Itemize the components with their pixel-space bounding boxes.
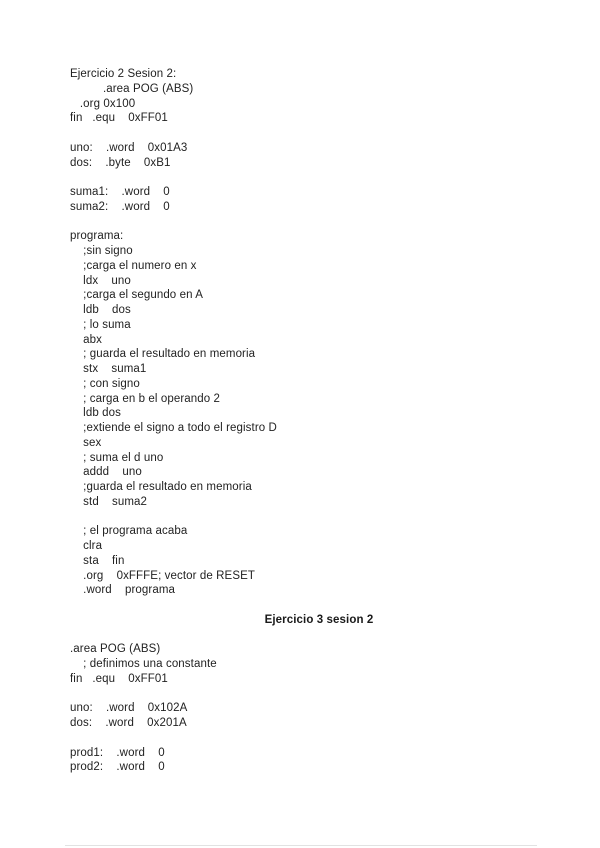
text-line: Ejercicio 2 Sesion 2: <box>70 68 177 80</box>
text-line: ;carga el numero en x <box>70 259 197 272</box>
blank-line <box>70 598 542 613</box>
blank-line <box>70 687 542 702</box>
text-line: clra <box>70 540 103 552</box>
text-line: .area POG (ABS) <box>70 643 161 656</box>
text-line: ;guarda el resultado en memoria <box>70 481 252 493</box>
text-line: prod2: .word 0 <box>70 761 165 774</box>
blank-line <box>70 510 542 525</box>
text-line: fin .equ 0xFF01 <box>70 672 168 685</box>
text-line: uno: .word 0x102A <box>70 702 188 715</box>
text-line: .area POG (ABS) <box>70 82 194 95</box>
text-line: sta fin <box>70 554 125 567</box>
text-line: ; con signo <box>70 377 140 390</box>
section-heading: Ejercicio 3 sesion 2 <box>264 613 374 626</box>
text-line: ldx uno <box>70 274 131 287</box>
text-line: prod1: .word 0 <box>70 746 165 759</box>
text-line: dos: .word 0x201A <box>70 717 187 729</box>
text-line: ;carga el segundo en A <box>70 289 204 302</box>
text-line: ;sin signo <box>70 245 133 257</box>
blank-line <box>70 215 542 230</box>
text-line: .org 0x100 <box>70 97 136 110</box>
text-line: ; carga en b el operando 2 <box>70 392 221 405</box>
text-line: sex <box>70 436 102 449</box>
blank-line <box>70 731 542 746</box>
text-line: stx suma1 <box>70 363 147 375</box>
text-line: programa: <box>70 230 124 243</box>
blank-line <box>70 126 542 141</box>
text-line: ;extiende el signo a todo el registro D <box>70 422 277 434</box>
text-line: std suma2 <box>70 495 148 508</box>
text-line: ; el programa acaba <box>70 525 188 538</box>
text-line: abx <box>70 333 103 346</box>
document-body <box>70 67 542 775</box>
text-line: ; definimos una constante <box>70 658 217 670</box>
text-line: suma2: .word 0 <box>70 200 170 213</box>
page-bottom-divider <box>65 845 537 846</box>
text-line: .org 0xFFFE; vector de RESET <box>70 569 255 582</box>
text-line: addd uno <box>70 466 142 479</box>
text-line: .word programa <box>70 584 175 597</box>
blank-line <box>70 170 542 185</box>
text-line: uno: .word 0x01A3 <box>70 141 188 154</box>
text-line: ; suma el d uno <box>70 451 164 464</box>
blank-line <box>70 628 542 643</box>
text-line: ldb dos <box>70 407 121 420</box>
text-line: ldb dos <box>70 304 131 316</box>
text-line: ; lo suma <box>70 318 131 331</box>
text-line: suma1: .word 0 <box>70 186 170 198</box>
text-line: ; guarda el resultado en memoria <box>70 348 256 361</box>
text-line: fin .equ 0xFF01 <box>70 112 168 125</box>
text-line: dos: .byte 0xB1 <box>70 156 171 169</box>
